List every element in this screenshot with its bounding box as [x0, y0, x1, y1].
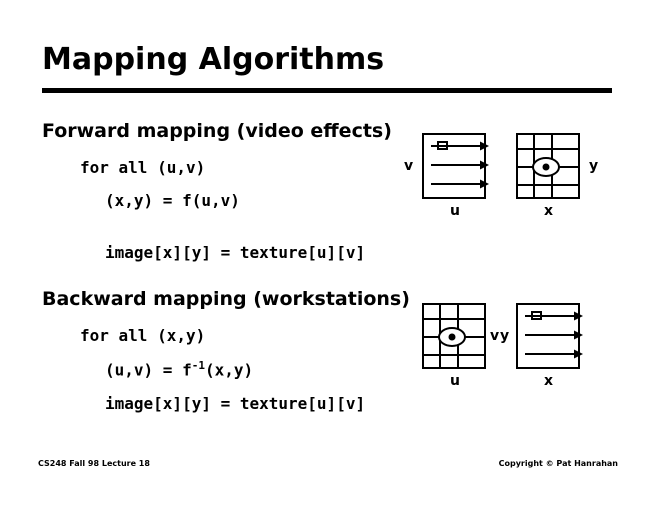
section-heading-forward: Forward mapping (video effects) [42, 120, 392, 142]
backward-code-fragment-a: (u,v) = f [105, 360, 192, 380]
backward-source-u-label: u [450, 373, 460, 389]
footer-copyright: Copyright © Pat Hanrahan [498, 459, 618, 468]
forward-dest-x-label: x [544, 203, 554, 219]
backward-code-fragment-b: (x,y) [204, 360, 254, 380]
forward-code-line-2: (x,y) = f(u,v) [105, 191, 240, 210]
page-title: Mapping Algorithms [42, 42, 385, 77]
forward-source-arrows [422, 133, 492, 203]
section-heading-backward: Backward mapping (workstations) [42, 288, 410, 310]
forward-code-line-3: image[x][y] = texture[u][v] [105, 243, 366, 262]
backward-dest-x-label: x [544, 373, 554, 389]
forward-dest-grid [516, 133, 580, 199]
forward-source-u-label: u [450, 203, 460, 219]
forward-dest-y-label: y [589, 158, 599, 174]
backward-source-grid [422, 303, 486, 369]
backward-code-line-2 [105, 359, 253, 379]
forward-source-v-label: v [404, 158, 414, 174]
backward-code-line-1: for all (x,y) [80, 326, 206, 345]
backward-code-exponent: -1 [191, 359, 205, 372]
title-divider [42, 88, 612, 93]
backward-source-v-label: v [490, 328, 500, 344]
backward-dest-arrows [516, 303, 586, 373]
forward-code-line-1: for all (u,v) [80, 158, 206, 177]
backward-dest-y-label: y [500, 328, 510, 344]
footer-course-label: CS248 Fall 98 Lecture 18 [38, 459, 150, 468]
backward-code-line-3: image[x][y] = texture[u][v] [105, 394, 366, 413]
